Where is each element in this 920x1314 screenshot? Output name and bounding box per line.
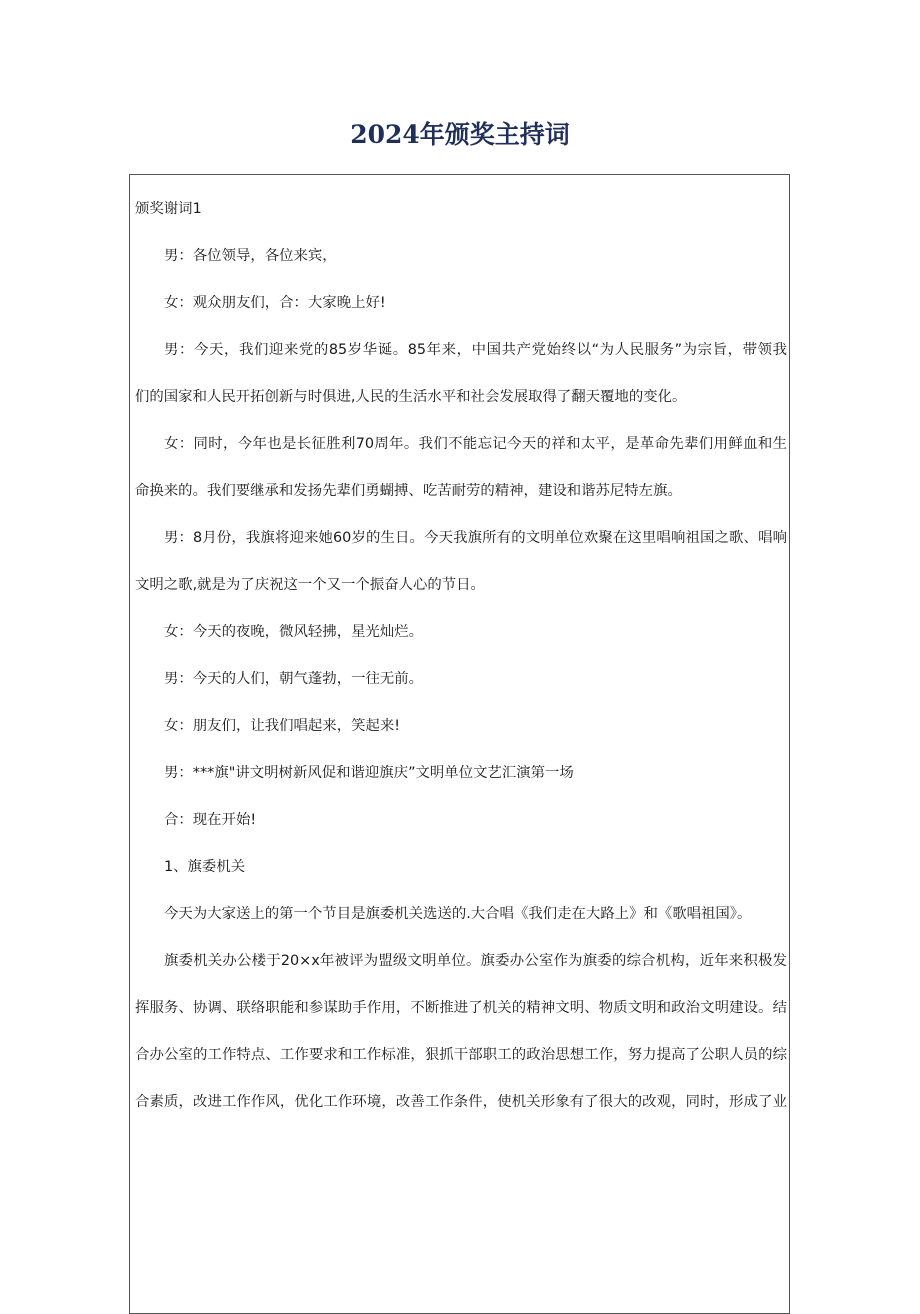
document-title: 2024年颁奖主持词 (350, 120, 570, 149)
paragraph-line: 命换来的。我们要继承和发扬先辈们勇蝴搏、吃苦耐劳的精神，建设和谐苏尼特左旗。 (135, 483, 682, 499)
paragraph: 男：***旗"讲文明树新风促和谐迎旗庆”文明单位文艺汇演第一场 (164, 765, 574, 781)
paragraph-line: 合素质，改进工作作风，优化工作环境，改善工作条件，使机关形象有了很大的改观，同时，形成了业 (135, 1094, 787, 1110)
paragraph: 今天为大家送上的第一个节目是旗委机关选送的.大合唱《我们走在大路上》和《歌唱祖国》。 (164, 906, 752, 922)
paragraph: 女：朋友们，让我们唱起来，笑起来! (164, 718, 401, 734)
paragraph: 女：今天的夜晚，微风轻拂，星光灿烂。 (164, 624, 424, 640)
list-heading: 1、旗委机关 (164, 859, 246, 875)
document-body (135, 187, 787, 1127)
paragraph-line: 们的国家和人民开拓创新与时俱进,人民的生活水平和社会发展取得了翻天覆地的变化。 (135, 389, 687, 405)
paragraph: 男：各位领导，各位来宾， (164, 248, 337, 264)
paragraph-line: 男：8月份，我旗将迎来她60岁的生日。今天我旗所有的文明单位欢聚在这里唱响祖国之歌、唱响 (164, 530, 787, 546)
paragraph-line: 旗委机关办公楼于20×x年被评为盟级文明单位。旗委办公室作为旗委的综合机构，近年来积极发 (164, 953, 787, 969)
paragraph: 合：现在开始! (164, 812, 257, 828)
paragraph-line: 挥服务、协调、联络职能和参谋助手作用，不断推进了机关的精神文明、物质文明和政治文明建设。结 (135, 1000, 787, 1016)
paragraph: 女：观众朋友们，合：大家晚上好! (164, 295, 386, 311)
paragraph: 男：今天的人们，朝气蓬勃，一往无前。 (164, 671, 424, 687)
paragraph-line: 文明之歌,就是为了庆祝这一个又一个振奋人心的节日。 (135, 577, 485, 593)
section-heading: 颁奖谢词1 (135, 201, 202, 217)
paragraph-line: 女：同时，今年也是长征胜利70周年。我们不能忘记今天的祥和太平，是革命先辈们用鲜血和生 (164, 436, 787, 452)
paragraph-line: 合办公室的工作特点、工作要求和工作标准，狠抓干部职工的政治思想工作，努力提高了公职人员的综 (135, 1047, 787, 1063)
paragraph-line: 男：今天，我们迎来党的85岁华诞。85年来，中国共产党始终以“为人民服务”为宗旨，带领我 (164, 342, 787, 358)
